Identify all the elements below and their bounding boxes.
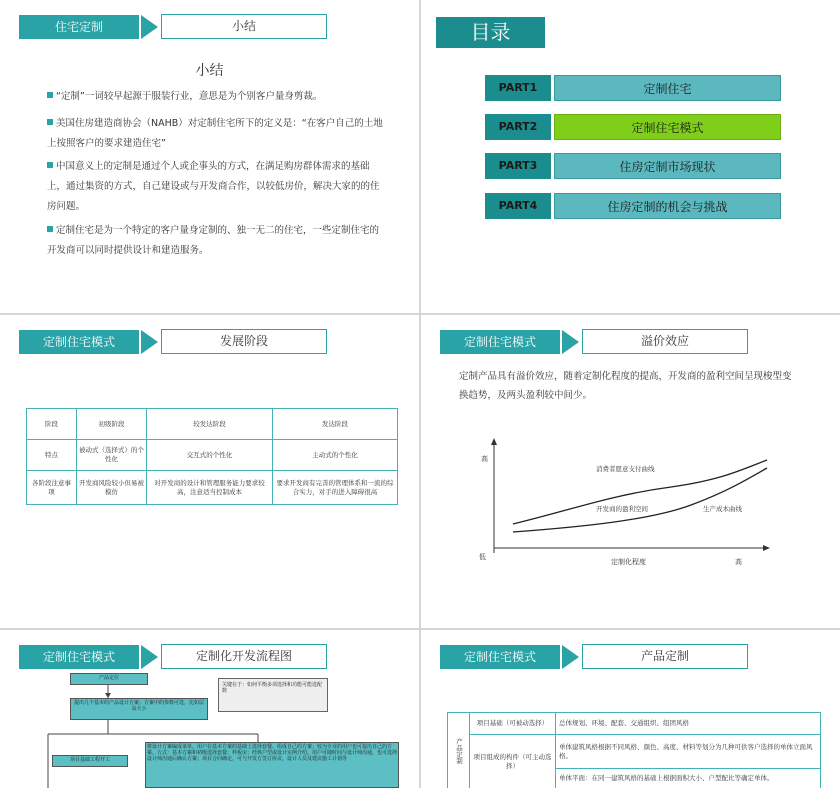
table-cell: 交互式的个性化 [147,440,273,471]
customization-table [447,712,821,788]
x-high-label: 高 [735,558,742,566]
slide-heading: 发展阶段 [161,329,327,354]
table-cell: 项目组成的构件（可主动选择） [470,735,556,788]
toc-part-label: PART2 [485,114,551,140]
toc-part-label: PART1 [485,75,551,101]
slide-heading: 小结 [161,14,327,39]
table-cell: 单体平面：在同一建筑风格的基础上根据面积大小、户型配比等确定单体。 [556,769,821,788]
flow-callout: 关键在于：如何平衡多项选择和功能可能选配数 [218,678,328,712]
premium-diagram [421,315,840,628]
toc-item-label: 住房定制的机会与挑战 [554,193,781,219]
bullet-icon [47,119,53,125]
x-axis-arrow-icon [763,545,770,551]
cost-curve-label: 生产成本曲线 [703,505,742,513]
table-cell: 较发达阶段 [147,409,273,440]
toc-item-label: 定制住宅模式 [554,114,781,140]
y-axis-arrow-icon [491,438,497,445]
slide-toc [421,0,840,313]
summary-title: 小结 [195,63,224,79]
toc-item-label: 住房定制市场现状 [554,153,781,179]
toc-item-label: 定制住宅 [554,75,781,101]
table-cell: 发达阶段 [273,409,398,440]
slide-heading: 产品定制 [582,644,748,669]
slide-summary [0,0,419,313]
x-axis-label: 定制化程度 [611,558,646,566]
willingness-curve-label: 消费者愿意支付曲线 [596,465,655,473]
table-cell: 对开发商的设计和管理服务能力要求较高，注意适当控制成本 [147,471,273,505]
bullet-icon [47,92,53,98]
table-cell: 初级阶段 [77,409,147,440]
slide-stages [0,315,419,628]
flow-box-construction: 项目基础工程开工 [52,755,128,767]
bullet-icon [47,226,53,232]
arrow-icon [562,645,579,669]
summary-paragraph: 中国意义上的定制是通过个人或企事头的方式，在满足购房群体需求的基础上，通过集资的方式，自己建设或与开发商合作，以较低房价，解决大家的的住房问题。 [47,161,380,212]
section-label: 住宅定制 [19,15,139,39]
arrow-icon [141,15,158,39]
slide-flowchart [0,630,419,788]
profit-area-label: 开发商的盈利空间 [596,505,648,513]
toc-part-label: PART4 [485,193,551,219]
summary-paragraph: “定制”一词较早起源于服装行业，意思是为个别客户量身剪裁。 [47,87,387,107]
stages-table [26,408,398,505]
section-label: 定制住宅模式 [440,645,560,669]
table-cell: 要求开发商有完善的管理体系和一流的综合实力，对手的进入障碍很高 [273,471,398,505]
section-label: 定制住宅模式 [19,645,139,669]
section-label: 定制住宅模式 [19,330,139,354]
arrow-icon [141,330,158,354]
slide-heading: 定制化开发流程图 [161,644,327,669]
table-cell: 单体建筑风格根据不同风格、颜色、高度、材料等划分为几种可供客户选择的单体立面风格。 [556,735,821,769]
premium-description: 定制产品具有溢价效应，随着定制化程度的提高，开发商的盈利空间呈现梭型变换趋势，及两头盈利较中间少。 [459,371,792,401]
cost-curve [513,468,767,532]
toc-title: 目录 [436,17,545,48]
slide-product-customization [421,630,840,788]
y-high-label: 高 [481,455,488,463]
y-low-label: 低 [479,553,486,561]
side-label: 产品定制 [448,713,470,788]
summary-paragraph: 美国住房建造商协会（NAHB）对定制住宅所下的定义是：“在客户自己的土地上按照客户的要求建造住宅” [47,118,383,149]
flow-box-base-plans: 提出几个基本的产品设计方案；方案中的参数可选，比如层高大小 [70,698,208,720]
slide-heading: 溢价效应 [582,329,748,354]
flow-box-positioning: 产品定位 [70,673,148,685]
section-label: 定制住宅模式 [440,330,560,354]
table-cell: 开发商风险较小但易被模仿 [77,471,147,505]
table-cell: 各阶段注意事项 [27,471,77,505]
table-cell: 被动式（选择式）的个性化 [77,440,147,471]
table-cell: 特点 [27,440,77,471]
toc-part-label: PART3 [485,153,551,179]
flow-box-menu: 将设计方案编成菜单，用户在基本方案的基础上选择套餐、组成自己的方案；较为专业的用户也可提出自己的方案。方式：基本方案和初级选择套餐；样板房；经典户型或设计实例介绍，用户可随时间与设计师沟通，也可选择设计师沟通后确认方案；项目合同确定，可与开发方签订协议，设计人员及建议施工计划等 [145,742,399,788]
table-cell: 总体规划、环境、配套、交通组织、组团风格 [556,713,821,735]
table-cell: 项目基础（可被动选择） [470,713,556,735]
table-cell: 阶段 [27,409,77,440]
bullet-icon [47,162,53,168]
slide-premium [421,315,840,628]
table-cell: 主动式的个性化 [273,440,398,471]
summary-paragraph: 定制住宅是为一个特定的客户量身定制的、独一无二的住宅，一些定制住宅的开发商可以同时提供设计和建造服务。 [47,225,380,256]
